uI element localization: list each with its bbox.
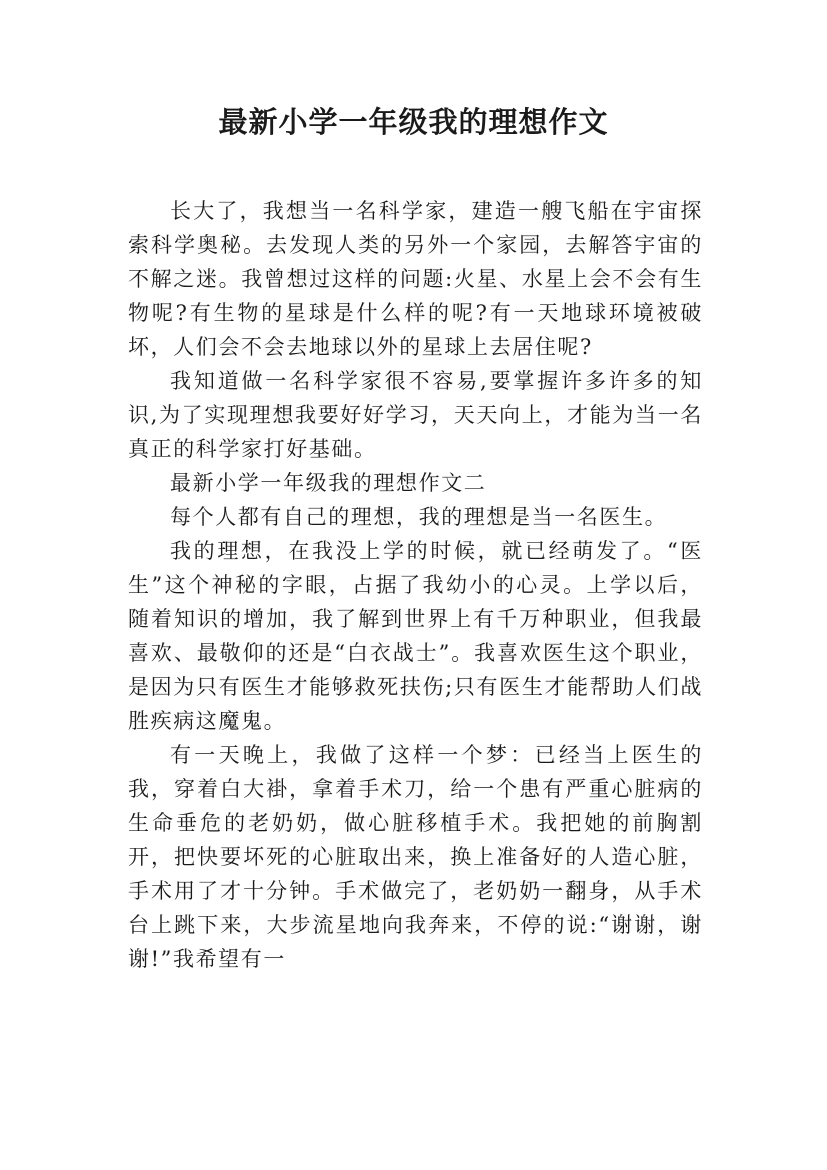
paragraph-doctor-intro: 每个人都有自己的理想，我的理想是当一名医生。 bbox=[170, 505, 668, 529]
document-body bbox=[128, 194, 703, 976]
paragraph-scientist-dream: 长大了，我想当一名科学家，建造一艘飞船在宇宙探索科学奥秘。去发现人类的另外一个家园，去解答宇宙的不解之迷。我曾想过这样的问题:火星、水星上会不会有生物呢?有生物的星球是什么样的呢?有一天地球环境被破坏，人们会不会去地球以外的星球上去居住呢? bbox=[128, 199, 703, 359]
section-heading-essay-two: 最新小学一年级我的理想作文二 bbox=[170, 471, 487, 495]
paragraph-doctor-dream: 有一天晚上，我做了这样一个梦：已经当上医生的我，穿着白大褂，拿着手术刀，给一个患有严重心脏病的生命垂危的老奶奶，做心脏移植手术。我把她的前胸割开，把快要坏死的心脏取出来，换上准备好的人造心脏，手术用了才十分钟。手术做完了，老奶奶一翻身，从手术台上跳下来，大步流星地向我奔来，不停的说:“谢谢，谢谢!”我希望有一 bbox=[128, 743, 703, 971]
paragraph-scientist-effort: 我知道做一名科学家很不容易,要掌握许多许多的知识,为了实现理想我要好好学习，天天向上，才能为当一名真正的科学家打好基础。 bbox=[128, 369, 703, 461]
document-title: 最新小学一年级我的理想作文 bbox=[218, 105, 609, 139]
paragraph-doctor-reason: 我的理想，在我没上学的时候，就已经萌发了。“医生”这个神秘的字眼，占据了我幼小的心灵。上学以后，随着知识的增加，我了解到世界上有千万种职业，但我最喜欢、最敬仰的还是“白衣战士”。我喜欢医生这个职业，是因为只有医生才能够救死扶伤;只有医生才能帮助人们战胜疾病这魔鬼。 bbox=[128, 539, 703, 733]
